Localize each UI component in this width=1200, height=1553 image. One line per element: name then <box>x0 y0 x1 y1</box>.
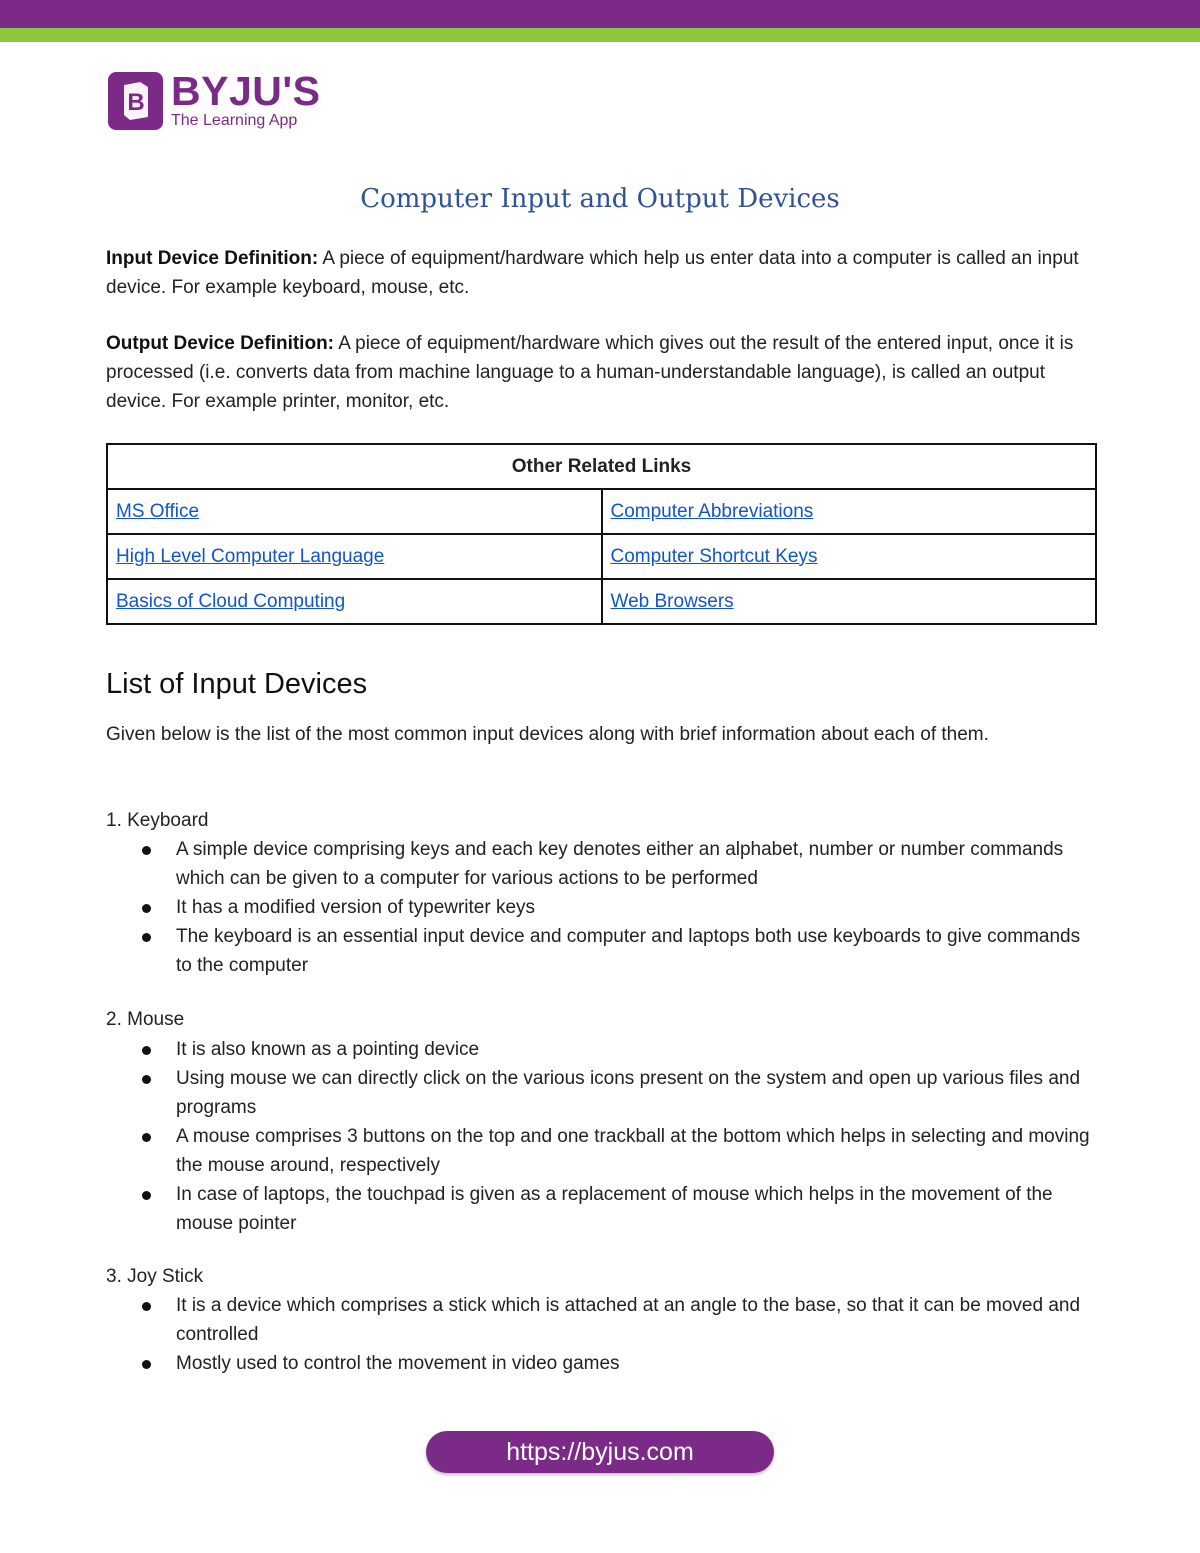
device-title-keyboard: 1. Keyboard <box>106 810 209 831</box>
link-computer-shortcut-keys[interactable]: Computer Shortcut Keys <box>610 545 818 567</box>
page-title: Computer Input and Output Devices <box>360 184 840 214</box>
brand-tagline: The Learning App <box>171 112 298 129</box>
table-row <box>107 534 1096 579</box>
brand-name: BYJU'S <box>171 68 321 114</box>
device-title-mouse: 2. Mouse <box>106 1009 185 1030</box>
input-definition-label: Input Device Definition: <box>106 248 319 269</box>
list-item: It is also known as a pointing device <box>136 1035 1096 1064</box>
footer-url[interactable]: https://byjus.com <box>506 1437 694 1466</box>
related-links-header: Other Related Links <box>107 444 1096 489</box>
list-item: The keyboard is an essential input device and computer and laptops both use keyboards to give commands to the computer <box>136 922 1096 980</box>
logo-b-icon <box>116 79 156 123</box>
link-computer-abbreviations[interactable]: Computer Abbreviations <box>610 500 814 522</box>
output-definition-label: Output Device Definition: <box>106 333 334 354</box>
section-heading-input-devices: List of Input Devices <box>106 668 368 700</box>
mouse-points <box>136 1035 1096 1238</box>
list-item: Using mouse we can directly click on the various icons present on the system and open up various files and programs <box>136 1064 1096 1122</box>
svg-text:B: B <box>126 88 145 116</box>
table-row <box>107 489 1096 534</box>
section-intro: Given below is the list of the most common input devices along with brief information about each of them. <box>106 724 989 745</box>
input-definition-text: A piece of equipment/hardware which help us enter data into a computer is called an input device. For example keyboard, mouse, etc. <box>106 248 1079 298</box>
related-links-table <box>106 443 1097 625</box>
byjus-logo <box>108 68 321 130</box>
output-definition <box>106 329 1096 416</box>
device-title-joystick: 3. Joy Stick <box>106 1266 204 1287</box>
list-item: A mouse comprises 3 buttons on the top and one trackball at the bottom which helps in selecting and moving the mouse around, respectively <box>136 1122 1096 1180</box>
list-item: A simple device comprising keys and each key denotes either an alphabet, number or number commands which can be given to a computer for various actions to be performed <box>136 835 1096 893</box>
link-basics-of-cloud-computing[interactable]: Basics of Cloud Computing <box>116 590 346 612</box>
list-item: Mostly used to control the movement in video games <box>136 1349 1096 1378</box>
keyboard-points <box>136 835 1096 980</box>
joystick-points <box>136 1291 1096 1378</box>
output-definition-text: A piece of equipment/hardware which gives out the result of the entered input, once it is processed (i.e. converts data from machine language to a human-understandable language), is called an output device. For example printer, monitor, etc. <box>106 333 1074 412</box>
list-item: It has a modified version of typewriter keys <box>136 893 1096 922</box>
logo-badge-icon <box>108 72 163 130</box>
link-high-level-computer-language[interactable]: High Level Computer Language <box>116 545 385 567</box>
link-ms-office[interactable]: MS Office <box>116 500 200 522</box>
top-purple-band <box>0 0 1200 28</box>
input-definition <box>106 244 1096 302</box>
list-item: It is a device which comprises a stick which is attached at an angle to the base, so that it can be moved and controlled <box>136 1291 1096 1349</box>
link-web-browsers[interactable]: Web Browsers <box>610 590 734 612</box>
footer-url-pill[interactable] <box>426 1431 774 1473</box>
top-green-band <box>0 28 1200 42</box>
table-row <box>107 579 1096 624</box>
list-item: In case of laptops, the touchpad is given as a replacement of mouse which helps in the movement of the mouse pointer <box>136 1180 1096 1238</box>
